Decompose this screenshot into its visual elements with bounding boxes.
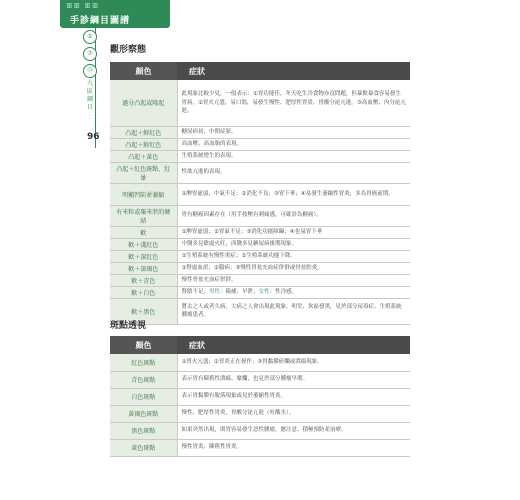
circle-marker: ⑮ — [83, 64, 97, 78]
table-row — [110, 286, 410, 298]
cell-color: 黃色斑點 — [110, 439, 177, 456]
cell-color: 黃褐色斑點 — [110, 405, 177, 422]
cell-color: 紅色斑點 — [110, 354, 177, 371]
table-row — [110, 298, 410, 324]
cell-symptom: 如果突然出現，則胃容易發生惡性腫瘤，應注意，積極預防並治療。 — [177, 422, 410, 439]
table-row — [110, 205, 410, 226]
cell-symptom: ①生殖系統有慢性炎症；②生殖系統功能下降。 — [177, 250, 410, 262]
table-row — [110, 274, 410, 286]
cell-symptom: 生殖系統增生的表現。 — [177, 150, 410, 162]
symptom-part: ：性冷感。 — [269, 288, 298, 295]
header-symptom: 症狀 — [177, 336, 410, 354]
cell-color: 有米粒或粟米狀的硬結 — [110, 205, 177, 226]
female-label: 女性 — [258, 288, 270, 295]
header-color: 顏色 — [110, 62, 177, 80]
table-header — [110, 62, 410, 80]
table-row — [110, 162, 410, 183]
table-row — [110, 262, 410, 274]
cell-color: 凸起＋鮮紅色 — [110, 126, 177, 138]
cell-color: 過分凸起或隆起 — [110, 80, 177, 126]
table-row — [110, 405, 410, 422]
table-row — [110, 238, 410, 250]
cell-symptom: 性欲亢進的表現。 — [177, 162, 410, 183]
section-title-shape: 觀形察態 — [110, 45, 147, 55]
table-row — [110, 183, 410, 205]
cell-color: 軟＋深褐色 — [110, 262, 177, 274]
cell-symptom: 慢性胃炎、陳舊性胃炎。 — [177, 439, 410, 456]
cell-color: 軟＋黑色 — [110, 298, 177, 324]
cell-symptom: 表示胃有陳舊性潰瘍、糜爛，也見於部分腫瘤早期。 — [177, 371, 410, 388]
cell-color: 凸起＋鮮紅色 — [110, 138, 177, 150]
spots-table — [110, 336, 410, 457]
circle-marker: ⑦ — [83, 47, 97, 61]
cell-symptom: 慢性、肥厚性胃炎，胃酸分泌亢進（吐酸水）。 — [177, 405, 410, 422]
cell-color: 白色斑點 — [110, 388, 177, 405]
cell-symptom: 表示胃黏膜有脫落現象或見於萎縮性胃炎。 — [177, 388, 410, 405]
cell-symptom: ①脾胃虛弱、中氣不足；②消化不良；③胃下垂；④易發生萎縮性胃炎，多為胃癌前期。 — [177, 183, 410, 205]
table-row — [110, 80, 410, 126]
table-row — [110, 126, 410, 138]
header-color: 顏色 — [110, 336, 177, 354]
cell-symptom: 糖尿病初、中期症狀。 — [177, 126, 410, 138]
side-vertical-label: 九區綱目 — [87, 80, 94, 111]
cell-color: 軟＋淺紅色 — [110, 238, 177, 250]
cell-symptom: 將去之人或者久病、大病之人會出現此現象。明堂、坎區發黑，見於部分尿毒症、生殖系統腫瘤患者。 — [177, 298, 410, 324]
symptom-part: ：陽痿、早泄； — [220, 288, 259, 295]
side-vertical-sub: ： — [88, 114, 95, 121]
table-row — [110, 388, 410, 405]
cell-symptom: ①腎虛血淤；②腦病；③慢性胃盆充血症併群或骨盆腔炎。 — [177, 262, 410, 274]
page-number: 96 — [87, 132, 100, 142]
cell-symptom — [177, 286, 410, 298]
header-symptom: 症狀 — [177, 62, 410, 80]
table-row — [110, 371, 410, 388]
table-row — [110, 354, 410, 371]
cell-symptom: ①胃火亢盛；②胃炎正在發作；③胃黏膜瘀爛或潰瘍現象。 — [177, 354, 410, 371]
cell-symptom: ①脾胃虛弱；②胃氣不足；③消化功能障礙；④也易胃下垂 — [177, 226, 410, 238]
cell-color: 軟＋深紅色 — [110, 250, 177, 262]
cell-color: 明顯凹陷並萎縮 — [110, 183, 177, 205]
shape-table — [110, 62, 410, 325]
cell-color: 軟＋白色 — [110, 286, 177, 298]
table-row — [110, 226, 410, 238]
table-row — [110, 138, 410, 150]
cell-symptom: 高血壓、高血脂的表現。 — [177, 138, 410, 150]
side-circles — [83, 30, 97, 81]
chapter-banner — [60, 0, 170, 28]
table-header — [110, 336, 410, 354]
cell-color: 黑色斑點 — [110, 422, 177, 439]
cell-color: 凸起＋紅色斑點、紅暈 — [110, 162, 177, 183]
cell-symptom: 慢性骨盆充血症併群。 — [177, 274, 410, 286]
cell-symptom: 胃有糖癌因素存在（用手按壓有刺痛感，可確診為糖癌）。 — [177, 205, 410, 226]
table-row — [110, 250, 410, 262]
section-title-spots: 斑點透視 — [110, 321, 147, 331]
chapter-title: 手診綱目圖譜 — [70, 16, 131, 26]
circle-marker: ⑤ — [83, 30, 97, 44]
symptom-part: 腎陰不足， — [181, 288, 210, 295]
table-row — [110, 422, 410, 439]
cell-color: 軟＋青色 — [110, 274, 177, 286]
cell-color: 青色斑點 — [110, 371, 177, 388]
banner-decoration: ꕥꕥ ꕥꕥ — [66, 2, 100, 10]
cell-color: 凸起＋黃色 — [110, 150, 177, 162]
table-row — [110, 439, 410, 456]
table-row — [110, 150, 410, 162]
male-label: 男性 — [209, 288, 221, 295]
cell-color: 軟 — [110, 226, 177, 238]
cell-symptom: 中醫多見陰虛火旺，西醫多見糖尿病後期現象。 — [177, 238, 410, 250]
cell-symptom: 此現象比較少見，一般表示：①胃功能佳，冬天吃生冷食物亦沒問題，但暴飲暴食容易發生胃病。②胃火亢盛，易口渴，易發生慢性、肥厚性胃炎、胃酸分泌亢進。③高血壓、內分泌亢進。 — [177, 80, 410, 126]
